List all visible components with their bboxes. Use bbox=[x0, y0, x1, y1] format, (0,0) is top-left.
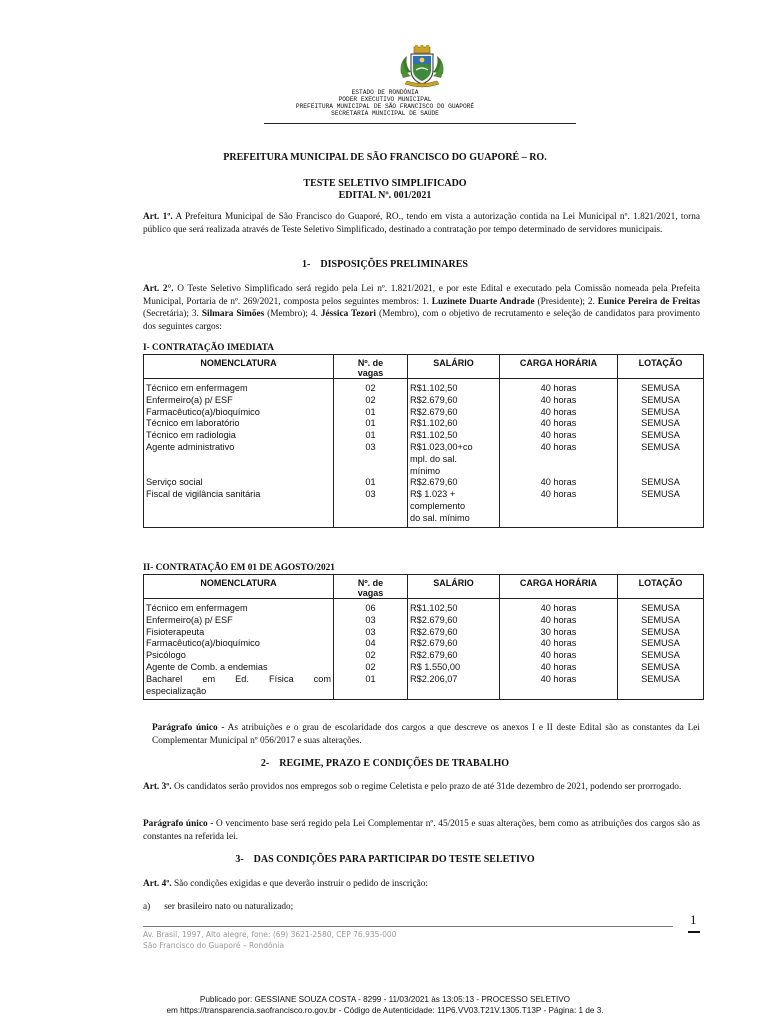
cell-salario bbox=[408, 489, 500, 527]
article-3 bbox=[143, 781, 700, 794]
table-row bbox=[144, 662, 704, 674]
cell-nomenclatura: Técnico em radiologia bbox=[144, 430, 334, 442]
cell-vagas: 01 bbox=[334, 418, 408, 430]
paragraph-unique-1-text: As atribuições e o grau de escolaridade dos cargos a que descreve os anexos I e II deste Edital são as constantes da Lei Complementar Municipal nº 056/2017 e suas alterações. bbox=[152, 723, 700, 746]
header-nomenclatura: NOMENCLATURA bbox=[144, 575, 334, 599]
article-1-text: A Prefeitura Municipal de São Francisco do Guaporé, RO., tendo em vista a autorização contida na Lei Municipal nº. 1.821/2021, torna público que será realizada através de Teste Seletivo Simplificado, destinado a contratação por tempo determinado de servidores municipais. bbox=[143, 212, 700, 235]
cell-nomenclatura: Farmacêutico(a)/bioquímico bbox=[144, 407, 334, 419]
header-vagas-line1: Nº. de bbox=[357, 358, 384, 368]
paragraph-unique-2-text: O vencimento base será regido pela Lei Complementar nº. 45/2015 e suas alterações, bem como as atribuições dos cargos são as constantes na referida lei. bbox=[143, 819, 700, 842]
header-vagas bbox=[334, 355, 408, 379]
salario-line: do sal. mínimo bbox=[410, 512, 470, 523]
table-august-hiring bbox=[143, 574, 704, 700]
cell-salario: R$2.206,07 bbox=[408, 674, 500, 700]
section-1-title: DISPOSIÇÕES PRELIMINARES bbox=[320, 259, 468, 270]
header-divider bbox=[264, 123, 576, 124]
section-2-heading bbox=[0, 758, 770, 769]
article-2-text-1: O Teste Seletivo Simplificado será regido pela Lei nº. 1.821/2021, e por este Edital e executado pela Comissão nomeada pela Prefeita Municipal, Portaria de nº. 269/2021, composta pelos seguintes membros: 1. bbox=[143, 284, 700, 307]
article-1-label: Art. 1º. bbox=[143, 212, 173, 222]
header-salario: SALÁRIO bbox=[408, 355, 500, 379]
cell-lotacao: SEMUSA bbox=[618, 418, 704, 430]
member-3-name: Silmara Simões bbox=[201, 309, 265, 320]
salario-line: R$1.023,00+co bbox=[410, 441, 473, 452]
page-number: 1 bbox=[690, 912, 697, 927]
salario-line: complemento bbox=[410, 500, 466, 511]
cell-salario: R$2.679,60 bbox=[408, 638, 500, 650]
publication-link[interactable]: em https://transparencia.saofrancisco.ro.gov.br - Código de Autenticidade: 11P6.VV03.T21V.1305.T13P - Página: 1 de 3. bbox=[166, 1006, 604, 1015]
table-row bbox=[144, 407, 704, 419]
table-header-row bbox=[144, 575, 704, 599]
item-a-letter: a) bbox=[143, 902, 151, 912]
nomenclatura-line: especialização bbox=[146, 685, 207, 696]
cell-vagas: 04 bbox=[334, 638, 408, 650]
header-lotacao: LOTAÇÃO bbox=[618, 575, 704, 599]
cell-salario: R$2.679,60 bbox=[408, 407, 500, 419]
paragraph-unique-2 bbox=[143, 818, 700, 843]
salario-line: mínimo bbox=[410, 465, 441, 476]
cell-lotacao: SEMUSA bbox=[618, 674, 704, 700]
cell-lotacao: SEMUSA bbox=[618, 638, 704, 650]
page-number-underline bbox=[688, 931, 700, 933]
cell-nomenclatura: Fisioterapeuta bbox=[144, 627, 334, 639]
cell-salario: R$2.679,60 bbox=[408, 477, 500, 489]
cell-carga: 30 horas bbox=[500, 627, 618, 639]
header-state: ESTADO DE RONDÔNIA bbox=[351, 89, 419, 96]
article-3-label: Art. 3º. bbox=[143, 782, 172, 792]
header-vagas-line2: vagas bbox=[357, 368, 384, 378]
cell-vagas: 02 bbox=[334, 650, 408, 662]
article-2-text-3: (Secretária); 3. bbox=[143, 309, 202, 320]
table-row bbox=[144, 418, 704, 430]
cell-carga: 40 horas bbox=[500, 662, 618, 674]
cell-vagas: 03 bbox=[334, 627, 408, 639]
document-subtitle: TESTE SELETIVO SIMPLIFICADO bbox=[303, 178, 467, 189]
article-1 bbox=[143, 211, 700, 236]
section-1-number: 1- bbox=[302, 259, 311, 270]
cell-vagas: 02 bbox=[334, 662, 408, 674]
table-row bbox=[144, 615, 704, 627]
footer-divider bbox=[143, 926, 673, 927]
table-row bbox=[144, 599, 704, 615]
table-row bbox=[144, 477, 704, 489]
cell-vagas: 03 bbox=[334, 615, 408, 627]
article-3-text: Os candidatos serão providos nos empregos sob o regime Celetista e pelo prazo de até 31de dezembro de 2021, podendo ser prorrogado. bbox=[171, 782, 682, 792]
article-2-text-2: (Presidente); 2. bbox=[534, 296, 598, 307]
section-3-number: 3- bbox=[235, 854, 244, 865]
cell-nomenclatura: Enfermeiro(a) p/ ESF bbox=[144, 395, 334, 407]
condition-item-a bbox=[143, 901, 700, 914]
cell-salario bbox=[408, 442, 500, 477]
cell-lotacao: SEMUSA bbox=[618, 662, 704, 674]
article-4-label: Art. 4º. bbox=[143, 879, 172, 889]
article-2-text-4: (Membro); 4. bbox=[264, 309, 321, 320]
cell-carga: 40 horas bbox=[500, 615, 618, 627]
cell-nomenclatura: Fiscal de vigilância sanitária bbox=[144, 489, 334, 527]
article-2-label: Art. 2°. bbox=[143, 284, 174, 294]
table-row bbox=[144, 638, 704, 650]
salario-line: mpl. do sal. bbox=[410, 453, 457, 464]
publication-info: Publicado por: GESSIANE SOUZA COSTA - 8299 - 11/03/2021 às 13:05:13 - PROCESSO SELETIVO bbox=[199, 995, 571, 1004]
paragraph-unique-1 bbox=[152, 722, 700, 747]
cell-carga: 40 horas bbox=[500, 430, 618, 442]
cell-vagas: 01 bbox=[334, 477, 408, 489]
cell-nomenclatura: Serviço social bbox=[144, 477, 334, 489]
section-2-title: REGIME, PRAZO E CONDIÇÕES DE TRABALHO bbox=[279, 758, 510, 769]
cell-carga: 40 horas bbox=[500, 638, 618, 650]
cell-vagas: 01 bbox=[334, 430, 408, 442]
nomenclatura-line: Bacharel em Ed. Física com bbox=[146, 673, 331, 684]
header-vagas bbox=[334, 575, 408, 599]
section-1-heading bbox=[0, 259, 770, 270]
cell-nomenclatura: Farmacêutico(a)/bioquímico bbox=[144, 638, 334, 650]
table-row bbox=[144, 442, 704, 477]
cell-lotacao: SEMUSA bbox=[618, 442, 704, 477]
section-3-title: DAS CONDIÇÕES PARA PARTICIPAR DO TESTE SELETIVO bbox=[253, 854, 535, 865]
cell-carga: 40 horas bbox=[500, 674, 618, 700]
header-lotacao: LOTAÇÃO bbox=[618, 355, 704, 379]
cell-vagas: 06 bbox=[334, 599, 408, 615]
paragraph-unique-2-label: Parágrafo único - bbox=[143, 819, 214, 829]
cell-vagas: 03 bbox=[334, 489, 408, 527]
cell-carga: 40 horas bbox=[500, 599, 618, 615]
article-4-text: São condições exigidas e que deverão instruir o pedido de inscrição: bbox=[171, 879, 428, 889]
cell-vagas: 02 bbox=[334, 395, 408, 407]
member-4-name: Jéssica Tezori bbox=[320, 309, 377, 320]
cell-nomenclatura bbox=[144, 674, 334, 700]
cell-carga: 40 horas bbox=[500, 442, 618, 477]
table-row bbox=[144, 430, 704, 442]
table-header-row bbox=[144, 355, 704, 379]
article-4 bbox=[143, 878, 700, 891]
cell-salario: R$1.102,60 bbox=[408, 418, 500, 430]
cell-carga: 40 horas bbox=[500, 379, 618, 395]
cell-nomenclatura: Técnico em enfermagem bbox=[144, 379, 334, 395]
cell-salario: R$2.679,60 bbox=[408, 627, 500, 639]
cell-salario: R$2.679,60 bbox=[408, 650, 500, 662]
cell-lotacao: SEMUSA bbox=[618, 407, 704, 419]
table-row bbox=[144, 650, 704, 662]
cell-vagas: 02 bbox=[334, 379, 408, 395]
item-a-text: ser brasileiro nato ou naturalizado; bbox=[164, 902, 294, 912]
cell-salario: R$1.102,50 bbox=[408, 379, 500, 395]
cell-vagas: 03 bbox=[334, 442, 408, 477]
section-2-number: 2- bbox=[260, 758, 270, 769]
cell-lotacao: SEMUSA bbox=[618, 379, 704, 395]
cell-carga: 40 horas bbox=[500, 418, 618, 430]
cell-lotacao: SEMUSA bbox=[618, 430, 704, 442]
header-vagas-line2: vagas bbox=[357, 588, 384, 598]
cell-lotacao: SEMUSA bbox=[618, 395, 704, 407]
cell-salario: R$2.679,60 bbox=[408, 395, 500, 407]
header-salario: SALÁRIO bbox=[408, 575, 500, 599]
cell-nomenclatura: Agente administrativo bbox=[144, 442, 334, 477]
cell-salario: R$ 1.550,00 bbox=[408, 662, 500, 674]
cell-carga: 40 horas bbox=[500, 407, 618, 419]
cell-nomenclatura: Técnico em enfermagem bbox=[144, 599, 334, 615]
cell-lotacao: SEMUSA bbox=[618, 627, 704, 639]
member-1-name: Luzinete Duarte Andrade bbox=[431, 296, 535, 307]
cell-nomenclatura: Agente de Comb. a endemias bbox=[144, 662, 334, 674]
cell-lotacao: SEMUSA bbox=[618, 489, 704, 527]
cell-carga: 40 horas bbox=[500, 477, 618, 489]
article-2-text-5: (Membro), com o objetivo de recrutamento e seleção de candidatos para provimento dos seguintes cargos: bbox=[143, 309, 700, 332]
header-secretariat: SECRETARIA MUNICIPAL DE SAÚDE bbox=[331, 110, 439, 117]
table-row bbox=[144, 489, 704, 527]
section-3-heading bbox=[0, 854, 770, 865]
edital-number: EDITAL Nº. 001/2021 bbox=[338, 190, 432, 201]
cell-carga: 40 horas bbox=[500, 395, 618, 407]
footer-city: São Francisco do Guaporé – Rondônia bbox=[143, 941, 285, 950]
cell-nomenclatura: Técnico em laboratório bbox=[144, 418, 334, 430]
cell-lotacao: SEMUSA bbox=[618, 615, 704, 627]
table-immediate-hiring bbox=[143, 354, 704, 528]
header-carga: CARGA HORÁRIA bbox=[500, 575, 618, 599]
header-executive: PODER EXECUTIVO MUNICIPAL bbox=[338, 96, 432, 103]
table-2-label: II- CONTRATAÇÃO EM 01 DE AGOSTO/2021 bbox=[143, 563, 335, 573]
document-title: PREFEITURA MUNICIPAL DE SÃO FRANCISCO DO GUAPORÉ – RO. bbox=[223, 152, 547, 163]
table-row bbox=[144, 379, 704, 395]
table-row bbox=[144, 674, 704, 700]
table-row bbox=[144, 627, 704, 639]
cell-carga: 40 horas bbox=[500, 489, 618, 527]
municipal-coat-of-arms bbox=[397, 44, 447, 90]
cell-lotacao: SEMUSA bbox=[618, 599, 704, 615]
cell-lotacao: SEMUSA bbox=[618, 477, 704, 489]
cell-salario: R$1.102,50 bbox=[408, 430, 500, 442]
cell-vagas: 01 bbox=[334, 674, 408, 700]
table-row bbox=[144, 395, 704, 407]
cell-salario: R$2.679,60 bbox=[408, 615, 500, 627]
table-1-label: I- CONTRATAÇÃO IMEDIATA bbox=[143, 343, 275, 353]
cell-carga: 40 horas bbox=[500, 650, 618, 662]
salario-line: R$ 1.023 + bbox=[410, 489, 456, 500]
article-2 bbox=[143, 283, 700, 333]
cell-vagas: 01 bbox=[334, 407, 408, 419]
header-carga: CARGA HORÁRIA bbox=[500, 355, 618, 379]
header-prefecture: PREFEITURA MUNICIPAL DE SÃO FRANCISCO DO GUAPORÉ bbox=[295, 103, 475, 110]
cell-nomenclatura: Enfermeiro(a) p/ ESF bbox=[144, 615, 334, 627]
cell-nomenclatura: Psicólogo bbox=[144, 650, 334, 662]
header-vagas-line1: Nº. de bbox=[357, 578, 384, 588]
header-nomenclatura: NOMENCLATURA bbox=[144, 355, 334, 379]
cell-salario: R$1.102,50 bbox=[408, 599, 500, 615]
paragraph-unique-1-label: Parágrafo único - bbox=[152, 723, 225, 733]
cell-lotacao: SEMUSA bbox=[618, 650, 704, 662]
footer-address: Av. Brasil, 1997, Alto alegre, fone: (69) 3621-2580, CEP 76.935-000 bbox=[143, 930, 397, 939]
member-2-name: Eunice Pereira de Freitas bbox=[597, 296, 701, 307]
